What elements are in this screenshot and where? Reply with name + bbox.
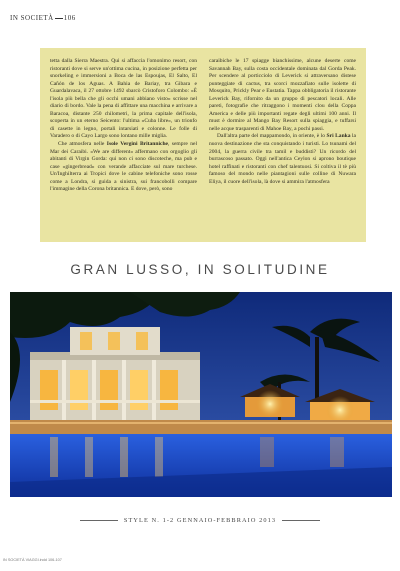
article-column-left	[50, 58, 197, 234]
paragraph: caraibiche le 17 spiagge bianchissime, alcune deserte come Savannah Bay, sulla costa occidentale dominata dal Gorda Peak. Per scendere al porticciolo di Leverick si attraversano distese punteggiate di cactus, tra scorci mozzafiato sulle isolette di Mosquito, Prickly Pear e Eustatia. Tappa obbligatoria il ristorante Leverick Bay, rifornito da un gruppo di pescatori locali. Alle pareti, fotografie che ritraggono i momenti clou della Coppa America e delle più importanti regate degli ultimi 100 anni. Il must è dormire al Mango Bay Resort sulla spiaggia, e tuffarsi nelle acque trasparenti di Mahoe Bay, a pochi passi.	[209, 58, 356, 132]
issue-date: GENNAIO-FEBBRAIO 2013	[176, 517, 277, 524]
place-name: Isole Vergini Britanniche	[106, 141, 168, 148]
section-name: IN SOCIETÀ	[10, 14, 54, 22]
footer-rule	[282, 520, 320, 521]
magazine-name: STYLE	[123, 517, 149, 524]
article-column-right	[209, 58, 356, 234]
header-dash	[55, 18, 63, 19]
photo-illustration	[10, 292, 392, 497]
page-footer	[0, 517, 400, 524]
hotel-pool-photo	[10, 292, 392, 497]
section-headline: GRAN LUSSO, IN SOLITUDINE	[70, 262, 330, 277]
paragraph: tetta dalla Sierra Maestra. Qui si affaccia l'omonimo resort, con ristoranti dove si serve un'ottima cucina, in posizione perfetta per snorkeling e immersioni a Boca de las Espoujas, El Salto, El Cañón de los Aguas. A Bahia de Bariay, tra Gibara e Guardalavaca, il 27 ottobre 1492 sbarcò Cristoforo Colombo: «È l'isola più bella che gli occhi umani abbiano visto» scrisse nel diario di bordo. Vale la pena di affittare una macchina e arrivare a Baracoa, distante 250 chilometri, la prima capitale dell'isola, scoperta in un eterno Seicento: l'ultima «Cuba libre», un trionfo di casette in legno, portali intarsiati e colonne. Le folle di Varadero o di Cayo Largo sono lontano mille miglia.	[50, 58, 197, 140]
running-header	[10, 14, 76, 22]
footer-rule	[80, 520, 118, 521]
paragraph: Dall'altra parte del mappamondo, in oriente, è lo Sri Lanka la nuova destinazione che sta conquistando i turisti. Lo tsunami del 2004, la guerra civile tra tamil e buddisti? Un ricordo del burrascoso passato. Oggi nell'antica Ceylon si aprono boutique hotel raffinati e ristoranti con chef talentuosi. Si coltiva il tè più famoso del mondo nelle piantagioni sulle colline di Nuwara Eliya, il cuore dell'isola, là dove si ammira l'atmosfera	[209, 133, 356, 185]
page-number: 106	[63, 14, 76, 22]
article-text-box	[40, 48, 366, 242]
print-slug: IN SOCIETÀ VIAGGI.indd 106-107	[3, 558, 62, 562]
issue-number: N. 1-2	[151, 517, 175, 524]
place-name: Sri Lanka	[326, 133, 351, 140]
paragraph: Che atmosfera nelle Isole Vergini Britanniche, sempre nel Mar dei Caraibi. «We are different» affermano con orgoglio gli abitanti di Virgin Gorda: qui non ci sono discoteche, ma pub e case «gingerbread» con verande affacciate sul mare turchese. Un'Inghilterra ai Tropici dove le cabine telefoniche sono rosse come a Londra, si guida a sinistra, sui francobolli compare l'immagine della Corona britannica. E dove, però, sono	[50, 141, 197, 193]
